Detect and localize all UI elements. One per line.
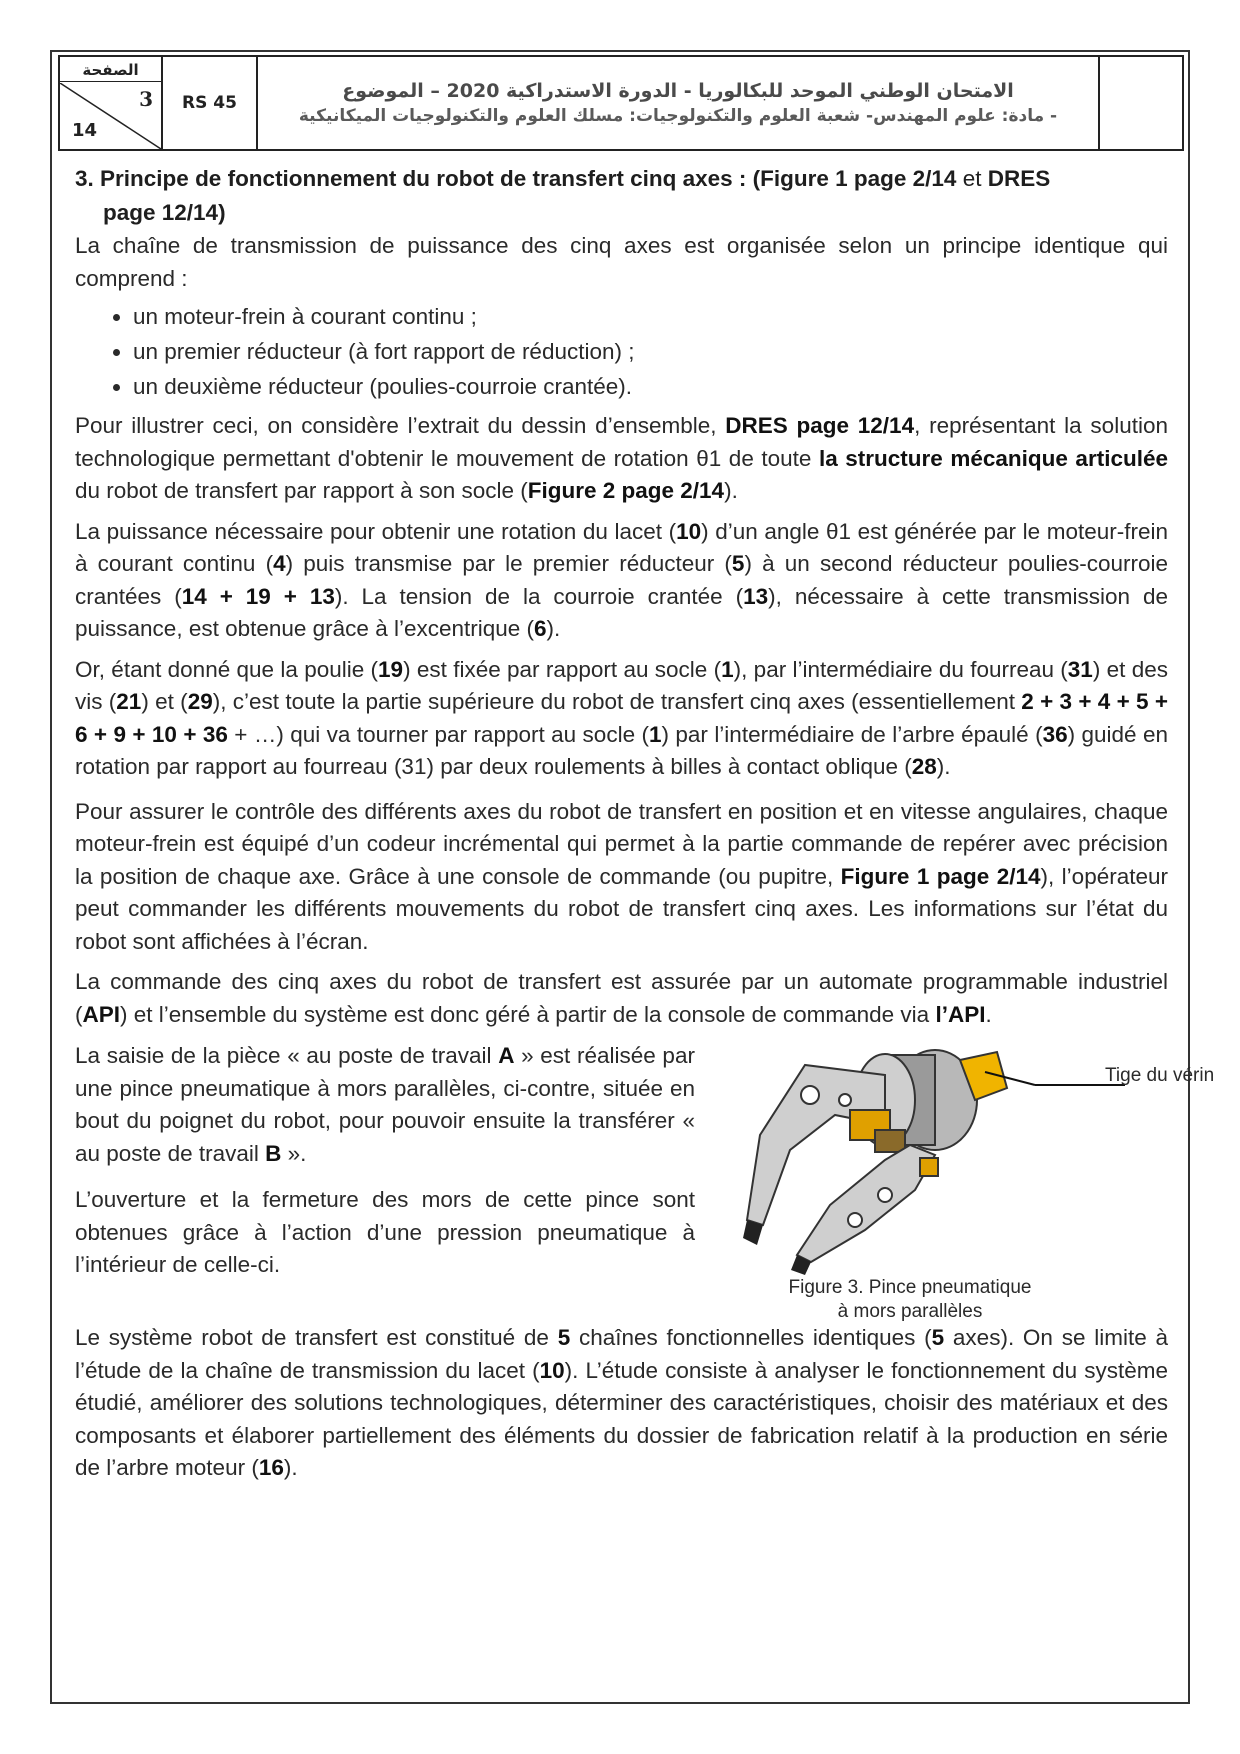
gripper-section xyxy=(75,1040,1215,1322)
page-number-box xyxy=(60,57,163,149)
exam-title-line2: - مادة: علوم المهندس- شعبة العلوم والتكنولوجيات: مسلك العلوم والتكنولوجيات الميكانيكية xyxy=(298,106,1058,126)
paragraph-control: Pour assurer le contrôle des différents axes du robot de transfert en position et en vitesse angulaires, chaque moteur-frein est équipé d’un codeur incrémental qui permet à la partie commande de repérer avec précision la position de chaque axe. Grâce à une console de commande (ou pupitre, Figure 1 page 2/14), l’opérateur peut commander les différents mouvements du robot de transfert cinq axes. Les informations sur l’état du robot sont affichées à l’écran. xyxy=(75,798,1168,954)
section-heading: 3. Principe de fonctionnement du robot de transfert cinq axes : (Figure 1 page 2/14 et DRES page 12/14) xyxy=(75,166,1051,225)
paragraph-power: La puissance nécessaire pour obtenir une rotation du lacet (10) d’un angle θ1 est générée par le moteur-frein à courant continu (4) puis transmise par le premier réducteur (5) à un second réducteur poulies-courroie crantées (14 + 19 + 13). La tension de la courroie crantée (13), nécessaire à cette transmission de puissance, est obtenue grâce à l’excentrique (6). xyxy=(75,518,1169,641)
page-label: الصفحة xyxy=(60,61,161,82)
transmission-components-list xyxy=(75,299,1168,404)
paragraph-pulley: Or, étant donné que la poulie (19) est fixée par rapport au socle (1), par l’intermédiaire du fourreau (31) et des vis (21) et (29), c’est toute la partie supérieure du robot de transfert cinq axes (essentiellement 2 + 3 + 4 + 5 + 6 + 9 + 10 + 36 + …) qui va tourner par rapport au socle (1) par l’intermédiaire de l’arbre épaulé (36) guidé en rotation par rapport au fourreau (31) par deux roulements à billes à contact oblique (28). xyxy=(75,656,1168,779)
pneumatic-gripper-illustration xyxy=(735,1030,1155,1275)
exam-header xyxy=(58,55,1184,151)
page-number: 3 xyxy=(139,87,153,111)
paragraph-gripper: La saisie de la pièce « au poste de travail A » est réalisée par une pince pneumatique à mors parallèles, ci-contre, située en bout du poignet du robot, pour pouvoir ensuite la transférer « au poste de travail B ». xyxy=(75,1043,695,1166)
page-content xyxy=(75,162,1215,1485)
list-item: • un deuxième réducteur (poulies-courroie crantée). xyxy=(133,369,1168,404)
paragraph-study-scope: Le système robot de transfert est constitué de 5 chaînes fonctionnelles identiques (5 axes). On se limite à l’étude de la chaîne de transmission du lacet (10). L’étude consiste à analyser le fonctionnement du système étudié, améliorer des solutions technologiques, déterminer des caractéristiques, choisir des matériaux et des composants et élaborer partiellement des éléments du dossier de fabrication relatif à la production en série de l’arbre moteur (16). xyxy=(75,1325,1168,1480)
list-item: • un moteur-frein à courant continu ; xyxy=(133,299,1168,334)
page-total: 14 xyxy=(72,120,98,141)
intro-paragraph: La chaîne de transmission de puissance des cinq axes est organisée selon un principe identique qui comprend : xyxy=(75,233,1168,291)
exam-title xyxy=(258,57,1100,149)
figure-caption: Figure 3. Pince pneumatique à mors parallèles xyxy=(788,1277,1032,1322)
exam-code: RS 45 xyxy=(163,57,258,149)
list-item: • un premier réducteur (à fort rapport de réduction) ; xyxy=(133,334,1168,369)
callout-tige-verin: Tige du vérin xyxy=(1105,1065,1215,1086)
figure-pneumatic-gripper xyxy=(735,1030,1215,1322)
paragraph-api: La commande des cinq axes du robot de transfert est assurée par un automate programmable industriel (API) et l’ensemble du système est donc géré à partir de la console de commande via l’API. xyxy=(75,969,1168,1027)
paragraph-dres: Pour illustrer ceci, on considère l’extrait du dessin d’ensemble, DRES page 12/14, représentant la solution technologique permettant d'obtenir le mouvement de rotation θ1 de toute la structure mécanique articulée du robot de transfert par rapport à son socle (Figure 2 page 2/14). xyxy=(75,413,1168,503)
header-empty-cell xyxy=(1100,57,1182,149)
exam-title-line1: الامتحان الوطني الموحد للبكالوريا - الدورة الاستدراكية 2020 – الموضوع xyxy=(342,80,1014,102)
paragraph-jaws: L’ouverture et la fermeture des mors de cette pince sont obtenues grâce à l’action d’une pression pneumatique à l’intérieur de celle-ci. xyxy=(75,1187,695,1277)
gripper-text xyxy=(75,1040,695,1282)
